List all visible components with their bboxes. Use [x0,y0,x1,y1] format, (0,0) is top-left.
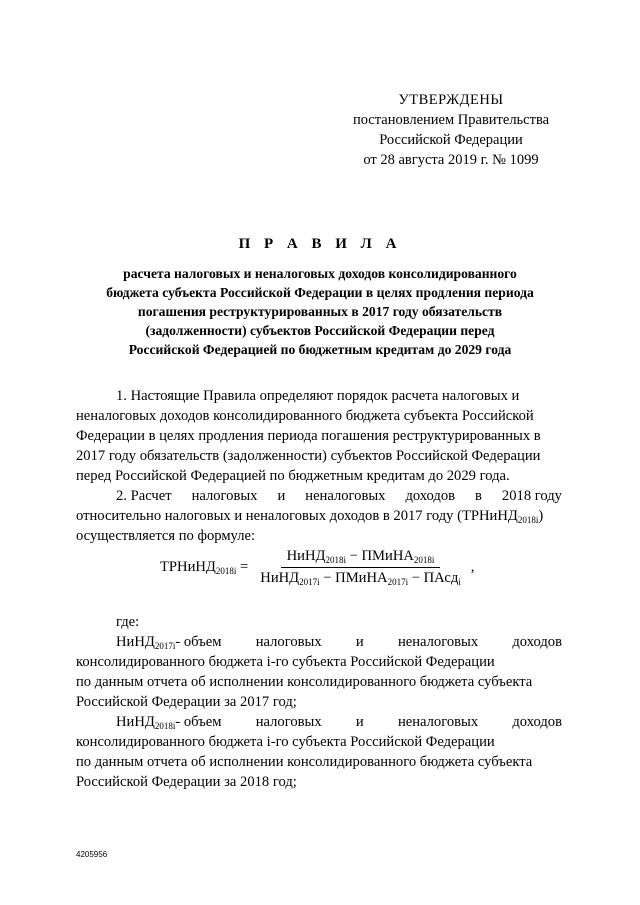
text-line: Российской Федерации за 2017 год; [76,694,297,710]
text-line: 2017 году обязательств (задолженности) субъектов Российской Федерации [76,448,541,464]
text-line: осуществляется по формуле: [76,528,256,544]
formula-denominator: НиНД$_{2017i}$ − ПМиНА$_{2017i}$ − ПАсд$_i$ [260,570,461,587]
subtitle-line: Российской Федерацией по бюджетным кредитам до 2029 года [128,342,512,357]
text-line: Российской Федерации за 2018 год; [76,774,297,790]
subtitle-line: погашения реструктурированных в 2017 году обязательств [137,304,503,319]
approval-block [336,90,566,170]
document-subtitle [80,264,560,359]
formula [160,548,474,587]
text-line: 2. Расчет налоговых и неналоговых доходов в 2018 году [116,488,562,504]
where-label: где: [116,614,140,630]
formula-lhs: ТРНиНД$_{2018i}$ = [160,559,249,576]
document-number: 4205956 [76,850,108,859]
text-line: неналоговых доходов консолидированного бюджета субъекта Российской [76,408,534,424]
document-title: П Р А В И Л А [238,236,402,252]
definition-1 [76,632,562,712]
approval-line: Российской Федерации [379,132,523,148]
formula-tail: , [470,559,475,575]
approval-date-line: от 28 августа 2019 г. № 1099 [363,152,539,168]
text-line: 1. Настоящие Правила определяют порядок расчета налоговых и [116,388,520,404]
text-line: относительно налоговых и неналоговых доходов в 2017 году (ТРНиНД$_{2018i}$) [76,508,544,525]
text-line: НиНД$_{2017i}$- объем налоговых и неналоговых доходов [116,634,562,651]
subtitle-line: (задолженности) субъектов Российской Федерации перед [145,323,495,338]
text-line: консолидированного бюджета i-го субъекта Российской Федерации [76,734,495,750]
text-line: перед Российской Федерацией по бюджетным кредитам до 2029 года. [76,468,510,484]
text-line: по данным отчета об исполнении консолидированного бюджета субъекта [76,674,533,690]
formula-numerator: НиНД$_{2018i}$ − ПМиНА$_{2018i}$ [281,548,441,568]
paragraph-2 [76,486,562,546]
approval-heading: УТВЕРЖДЕНЫ [398,92,504,108]
text-line: консолидированного бюджета i-го субъекта Российской Федерации [76,654,495,670]
subtitle-line: бюджета субъекта Российской Федерации в целях продления периода [106,285,534,300]
subtitle-line: расчета налоговых и неналоговых доходов консолидированного [123,266,517,281]
text-line: НиНД$_{2018i}$- объем налоговых и неналоговых доходов [116,714,562,731]
text-line: по данным отчета об исполнении консолидированного бюджета субъекта [76,754,533,770]
approval-line: постановлением Правительства [352,112,550,128]
text-line: Федерации в целях продления периода погашения реструктурированных в [76,428,541,444]
paragraph-1 [76,386,562,486]
formula-fraction [254,548,466,587]
definition-2 [76,712,562,792]
